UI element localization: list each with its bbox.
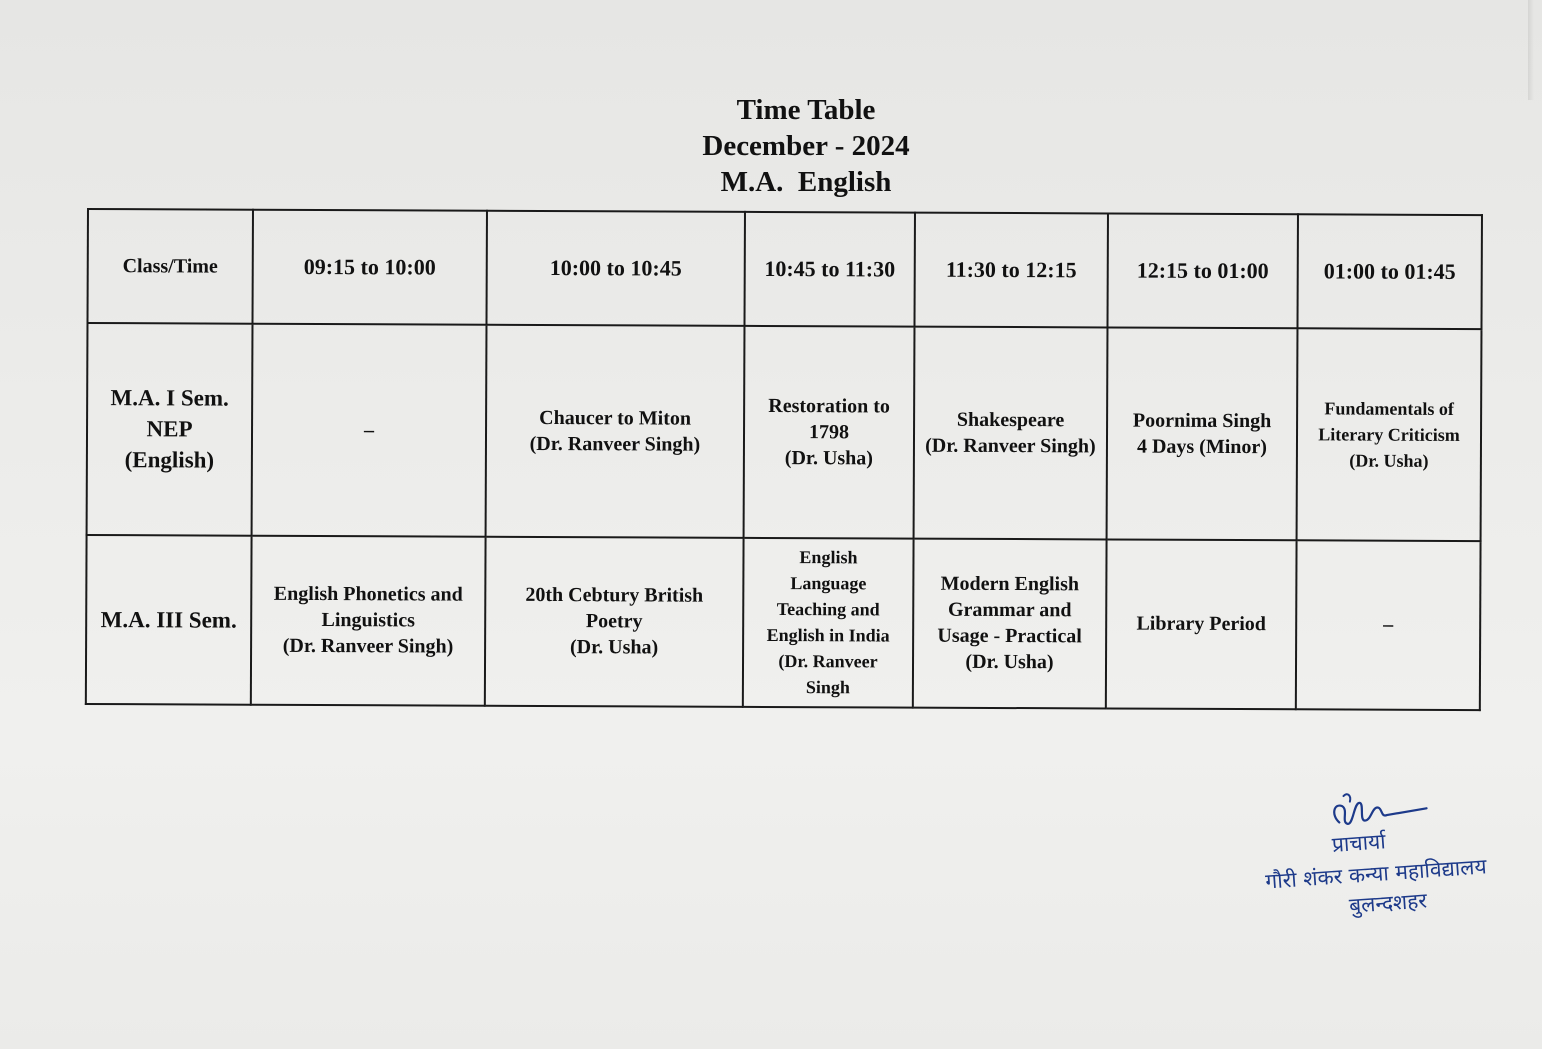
row-header-ma-iii-sem bbox=[86, 535, 252, 705]
cell-line: – bbox=[1383, 613, 1394, 637]
cell-line: Library Period bbox=[1136, 612, 1266, 636]
table-cell-r1-slot-4 bbox=[914, 327, 1108, 539]
cell-line: Literary Criticism bbox=[1318, 424, 1460, 445]
cell-line: Usage - Practical bbox=[937, 625, 1082, 648]
cell-line: Poornima Singh bbox=[1132, 409, 1272, 432]
cell-line: English Phonetics and bbox=[273, 583, 463, 606]
row-header-ma-i-sem bbox=[87, 323, 253, 535]
table-row-ma-iii-sem bbox=[86, 535, 1481, 710]
row-header-line: NEP bbox=[146, 416, 193, 442]
document-title: Time Table bbox=[736, 94, 876, 126]
cell-line: 1798 bbox=[808, 420, 850, 444]
cell-line: (Dr. Usha) bbox=[965, 651, 1054, 674]
column-header-slot-5: 12:15 to 01:00 bbox=[1107, 213, 1297, 328]
table-cell-r1-slot-3 bbox=[744, 326, 915, 538]
column-header-slot-3: 10:45 to 11:30 bbox=[744, 212, 914, 327]
cell-line: Chaucer to Miton bbox=[539, 406, 692, 430]
table-cell-r1-slot-1 bbox=[252, 324, 487, 537]
cell-line: Shakespeare bbox=[956, 408, 1065, 432]
column-header-slot-4: 11:30 to 12:15 bbox=[914, 213, 1107, 328]
cell-line: English bbox=[799, 547, 858, 568]
cell-line: Linguistics bbox=[321, 609, 415, 632]
cell-line: Language bbox=[790, 573, 867, 594]
signature-designation: प्राचार्या bbox=[1331, 829, 1387, 857]
cell-line: Poetry bbox=[585, 610, 643, 633]
table-cell-r2-slot-5 bbox=[1106, 539, 1297, 709]
table-cell-r2-slot-4 bbox=[913, 538, 1107, 708]
cell-line: Teaching and bbox=[776, 599, 880, 620]
timetable bbox=[85, 208, 1483, 711]
cell-line: (Dr. Ranveer Singh) bbox=[282, 635, 454, 658]
table-cell-r2-slot-3 bbox=[743, 538, 914, 708]
document-header bbox=[600, 92, 1012, 200]
cell-line: Grammar and bbox=[947, 599, 1072, 622]
row-header-line: (English) bbox=[124, 447, 215, 473]
cell-line: English in India bbox=[766, 625, 890, 646]
signature-college-name: गौरी शंकर कन्या महाविद्यालय bbox=[1264, 854, 1488, 894]
cell-line: Modern English bbox=[940, 573, 1080, 596]
row-header-line: M.A. III Sem. bbox=[100, 606, 237, 633]
table-cell-r2-slot-2 bbox=[485, 536, 744, 706]
cell-line: 4 Days (Minor) bbox=[1136, 435, 1268, 458]
cell-line: (Dr. Ranveer Singh) bbox=[529, 432, 701, 456]
table-header-row bbox=[87, 209, 1481, 329]
cell-line: (Dr. Usha) bbox=[569, 636, 659, 659]
cell-line: Singh bbox=[805, 677, 850, 698]
paper-fold-shadow bbox=[1528, 0, 1534, 100]
document-course: M.A. English bbox=[720, 166, 892, 198]
cell-line: Fundamentals of bbox=[1324, 398, 1454, 419]
column-header-slot-1: 09:15 to 10:00 bbox=[252, 210, 486, 325]
row-header-line: M.A. I Sem. bbox=[110, 385, 229, 411]
column-header-slot-2: 10:00 to 10:45 bbox=[486, 211, 744, 326]
table-row-ma-i-sem bbox=[87, 323, 1482, 541]
column-header-class-time: Class/Time bbox=[87, 209, 252, 324]
cell-line: (Dr. Usha) bbox=[1349, 450, 1429, 471]
cell-line: (Dr. Ranveer Singh) bbox=[925, 434, 1096, 458]
table-cell-r1-slot-2 bbox=[486, 325, 745, 538]
table-cell-r2-slot-6 bbox=[1296, 540, 1481, 710]
cell-line: (Dr. Usha) bbox=[784, 446, 874, 470]
cell-line: (Dr. Ranveer bbox=[778, 651, 878, 672]
column-header-slot-6: 01:00 to 01:45 bbox=[1297, 214, 1481, 329]
cell-line: – bbox=[363, 419, 375, 442]
table-cell-r1-slot-6 bbox=[1297, 328, 1482, 540]
table-cell-r2-slot-1 bbox=[251, 535, 486, 705]
document-month: December - 2024 bbox=[702, 130, 910, 162]
cell-line: 20th Cebtury British bbox=[525, 584, 704, 608]
signature-city: बुलन्दशहर bbox=[1348, 888, 1428, 918]
principal-signature-block bbox=[1235, 781, 1514, 939]
table-cell-r1-slot-5 bbox=[1107, 327, 1298, 539]
cell-line: Restoration to bbox=[768, 394, 891, 418]
